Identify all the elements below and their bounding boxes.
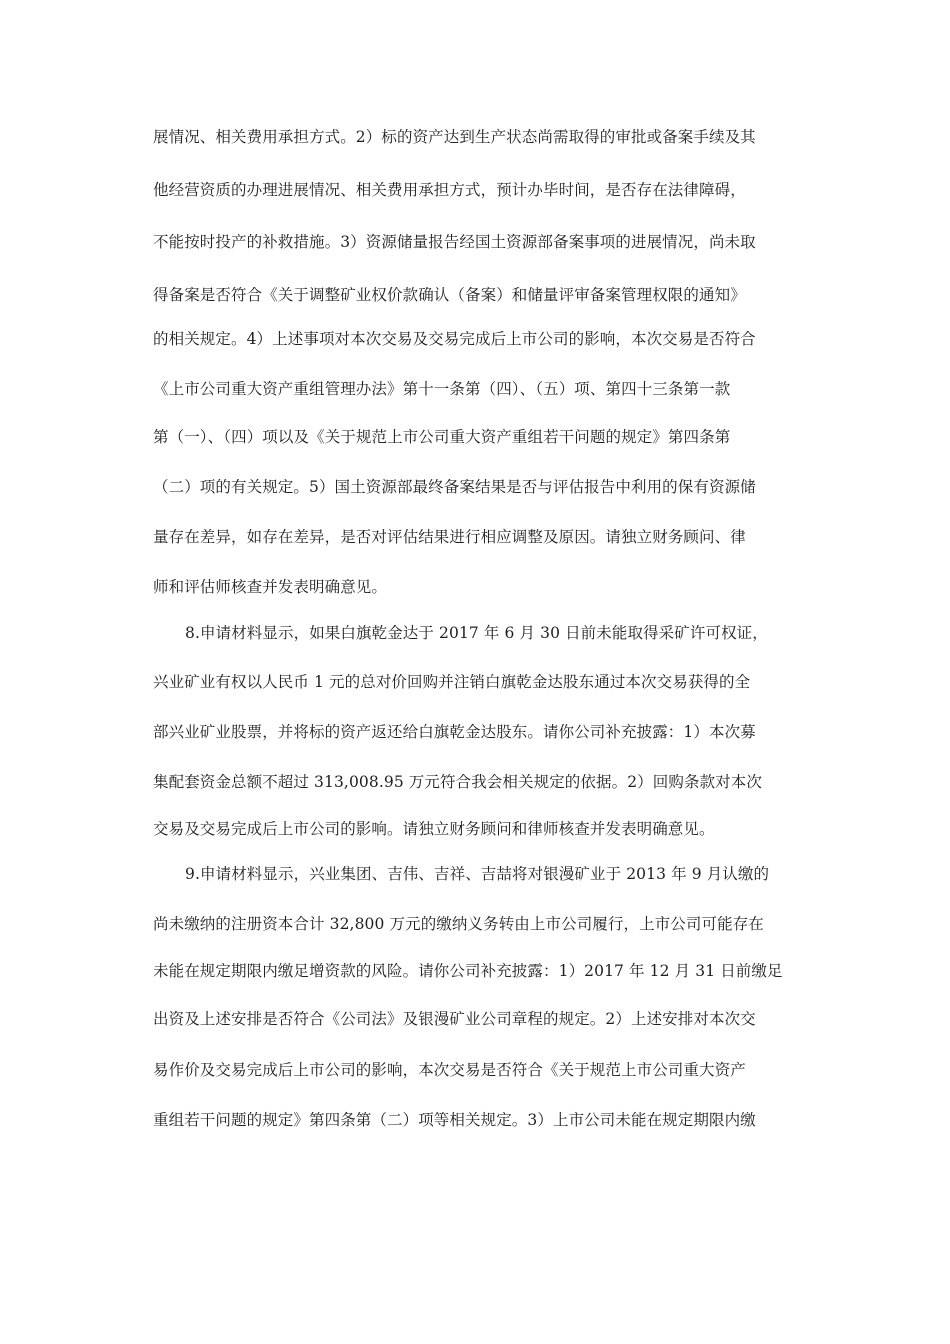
text-line: 他经营资质的办理进展情况、相关费用承担方式，预计办毕时间，是否存在法律障碍，: [153, 181, 746, 199]
text-line: 的相关规定。4）上述事项对本次交易及交易完成后上市公司的影响，本次交易是否符合: [153, 330, 756, 348]
text-line: 量存在差异，如存在差异，是否对评估结果进行相应调整及原因。请独立财务顾问、律: [153, 528, 746, 546]
text-line: 第（一）、（四）项以及《关于规范上市公司重大资产重组若干问题的规定》第四条第: [153, 428, 731, 446]
text-line: 尚未缴纳的注册资本合计 32,800 万元的缴纳义务转由上市公司履行，上市公司可能存在: [153, 915, 764, 933]
text-line: 出资及上述安排是否符合《公司法》及银漫矿业公司章程的规定。2）上述安排对本次交: [153, 1010, 756, 1028]
text-line: 重组若干问题的规定》第四条第（二）项等相关规定。3）上市公司未能在规定期限内缴: [153, 1111, 756, 1129]
text-line: 不能按时投产的补救措施。3）资源储量报告经国土资源部备案事项的进展情况，尚未取: [153, 233, 756, 251]
text-line: 集配套资金总额不超过 313,008.95 万元符合我会相关规定的依据。2）回购条款对本次: [153, 773, 762, 791]
text-line: 得备案是否符合《关于调整矿业权价款确认（备案）和储量评审备案管理权限的通知》: [153, 286, 746, 304]
text-line: 易作价及交易完成后上市公司的影响，本次交易是否符合《关于规范上市公司重大资产: [153, 1061, 746, 1079]
text-line: 兴业矿业有权以人民币 1 元的总对价回购并注销白旗乾金达股东通过本次交易获得的全: [153, 673, 751, 691]
text-line: 9.申请材料显示，兴业集团、吉伟、吉祥、吉喆将对银漫矿业于 2013 年 9 月认缴的: [185, 865, 770, 883]
text-line: 未能在规定期限内缴足增资款的风险。请你公司补充披露：1）2017 年 12 月 31 日前缴足: [153, 962, 783, 980]
text-line: 交易及交易完成后上市公司的影响。请独立财务顾问和律师核查并发表明确意见。: [153, 820, 715, 838]
text-line: 《上市公司重大资产重组管理办法》第十一条第（四）、（五）项、第四十三条第一款: [153, 380, 731, 398]
text-line: 展情况、相关费用承担方式。2）标的资产达到生产状态尚需取得的审批或备案手续及其: [153, 128, 756, 146]
text-line: 部兴业矿业股票，并将标的资产返还给白旗乾金达股东。请你公司补充披露：1）本次募: [153, 723, 756, 741]
text-line: （二）项的有关规定。5）国土资源部最终备案结果是否与评估报告中利用的保有资源储: [153, 478, 756, 496]
text-line: 8.申请材料显示，如果白旗乾金达于 2017 年 6 月 30 日前未能取得采矿许可权证，: [185, 624, 768, 642]
text-line: 师和评估师核查并发表明确意见。: [153, 578, 388, 596]
